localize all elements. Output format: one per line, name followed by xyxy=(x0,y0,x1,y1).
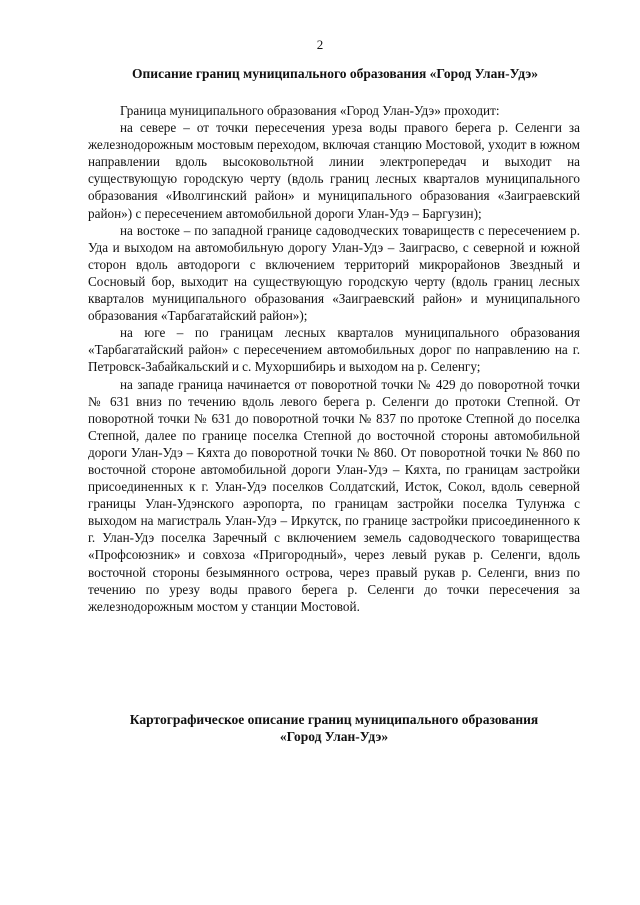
paragraph-south: на юге – по границам лесных кварталов муниципального образования «Тарбагатайский район» с пересечением автомобильных дорог по направлению на г. Петровск-Забайкальский и с. Мухоршибирь и выходом на р. Селенгу; xyxy=(88,325,580,375)
paragraph-north: на севере – от точки пересечения уреза воды правого берега р. Селенги за железнодорожным мостовым переходом, включая станцию Мостовой, уходит в южном направлении вдоль высоковольтной линии электропередач и выходит на существующую городскую черту (вдоль границ лесных кварталов муниципального образования «Иволгинский район» и муниципального образования «Заиграевский район») с пересечением автомобильной дороги Улан-Удэ – Баргузин); xyxy=(88,120,580,221)
paragraph-intro: Граница муниципального образования «Город Улан-Удэ» проходит: xyxy=(120,103,500,118)
section-body xyxy=(88,102,580,615)
page-number: 2 xyxy=(316,37,324,52)
paragraph-east: на востоке – по западной границе садоводческих товариществ с пересечением р. Уда и выходом на автомобильную дорогу Улан-Удэ – Заиграсво, с северной и южной сторон вдоль автодороги с включением территорий микрорайонов Звездный и Сосновый бор, выходит на существующую городскую черту (вдоль границ лесных кварталов муниципального образования «Заиграевский район» и муниципального образования «Тарбагатайский район»); xyxy=(88,222,580,324)
section-title: Описание границ муниципального образования «Город Улан-Удэ» xyxy=(132,66,538,81)
second-title-line-2: «Город Улан-Удэ» xyxy=(279,729,389,744)
second-title-line-1: Картографическое описание границ муниципального образования xyxy=(129,712,539,727)
second-section-title xyxy=(88,711,580,745)
paragraph-west: на западе граница начинается от поворотной точки № 429 до поворотной точки № 631 вниз по течению вдоль левого берега р. Селенги до протоки Степной. От поворотной точки № 631 до поворотной точки № 837 по протоке Степной до поселка Степной, далее по границе поселка Степной до восточной стороны автомобильной дороги Улан-Удэ – Кяхта до поворотной точки № 860. От поворотной точки № 860 по восточной стороне автомобильной дороги Улан-Удэ – Кяхта, по границам застройки присоединенных к г. Улан-Удэ поселков Солдатский, Исток, Сокол, вдоль северной границы Улан-Удэнского аэропорта, по границам застройки поселка Тулунжа с выходом на магистраль Улан-Удэ – Иркутск, по границе застройки присоединенного к г. Улан-Удэ поселка Заречный с включением земель садоводческого товарищества «Профсоюзник» и совхоза «Пригородный», через левый рукав р. Селенги, вдоль восточной стороны безымянного острова, через правый рукав р. Селенги, вниз по течению по урезу воды правого берега р. Селенги до точки пересечения за железнодорожным мостом у станции Мостовой. xyxy=(88,376,580,614)
